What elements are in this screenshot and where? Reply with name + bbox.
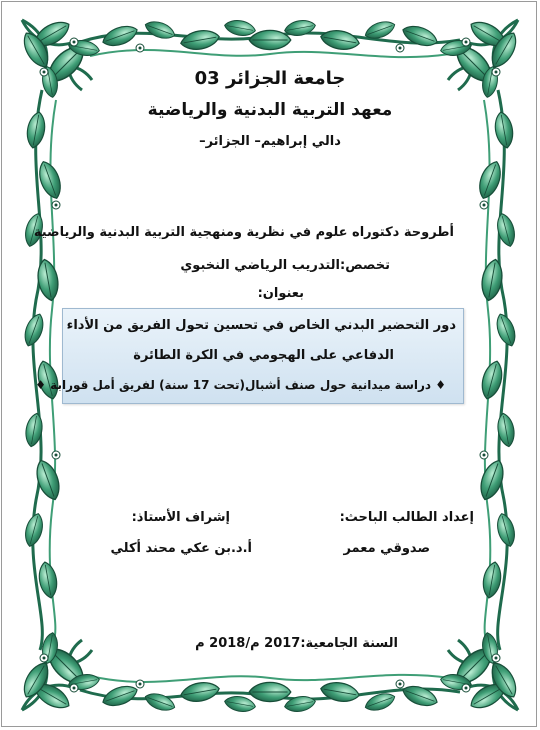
- supervisor-name: أ.د.بن عكي محند أكلي: [110, 541, 252, 556]
- border-corner-bottom-right: [439, 631, 521, 713]
- university-name: جامعة الجزائر 03: [194, 68, 346, 89]
- border-top: [80, 18, 460, 57]
- border-right: [475, 90, 519, 650]
- institute-location: دالي إبراهيم– الجزائر–: [199, 134, 341, 149]
- thesis-title-line-1: دور التحضير البدني الخاص في تحسين تحول الفريق من الأداء: [66, 318, 456, 333]
- supervisor-label: إشراف الأستاذ:: [131, 510, 230, 525]
- thesis-specialty: تخصص:التدريب الرياضي النخبوي: [180, 258, 390, 273]
- title-label: بعنوان:: [257, 286, 304, 301]
- student-name: صدوقي معمر: [343, 541, 430, 556]
- institute-name: معهد التربية البدنية والرياضية: [147, 100, 393, 120]
- border-left: [21, 90, 65, 650]
- border-corner-bottom-left: [18, 631, 100, 713]
- thesis-subtitle: ♦ دراسة ميدانية حول صنف أشبال(تحت 17 سنة) لفريق أمل قورابة ♦: [35, 378, 446, 392]
- border-bottom: [80, 675, 460, 714]
- thesis-title-line-2: الدفاعي على الهجومي في الكرة الطائرة: [133, 348, 394, 363]
- academic-year: السنة الجامعية:2017 م/2018 م: [195, 636, 398, 651]
- thesis-type: أطروحة دكتوراه علوم في نظرية ومنهجية التربية البدنية والرياضية: [33, 225, 454, 240]
- prepared-by-label: إعداد الطالب الباحث:: [339, 510, 474, 525]
